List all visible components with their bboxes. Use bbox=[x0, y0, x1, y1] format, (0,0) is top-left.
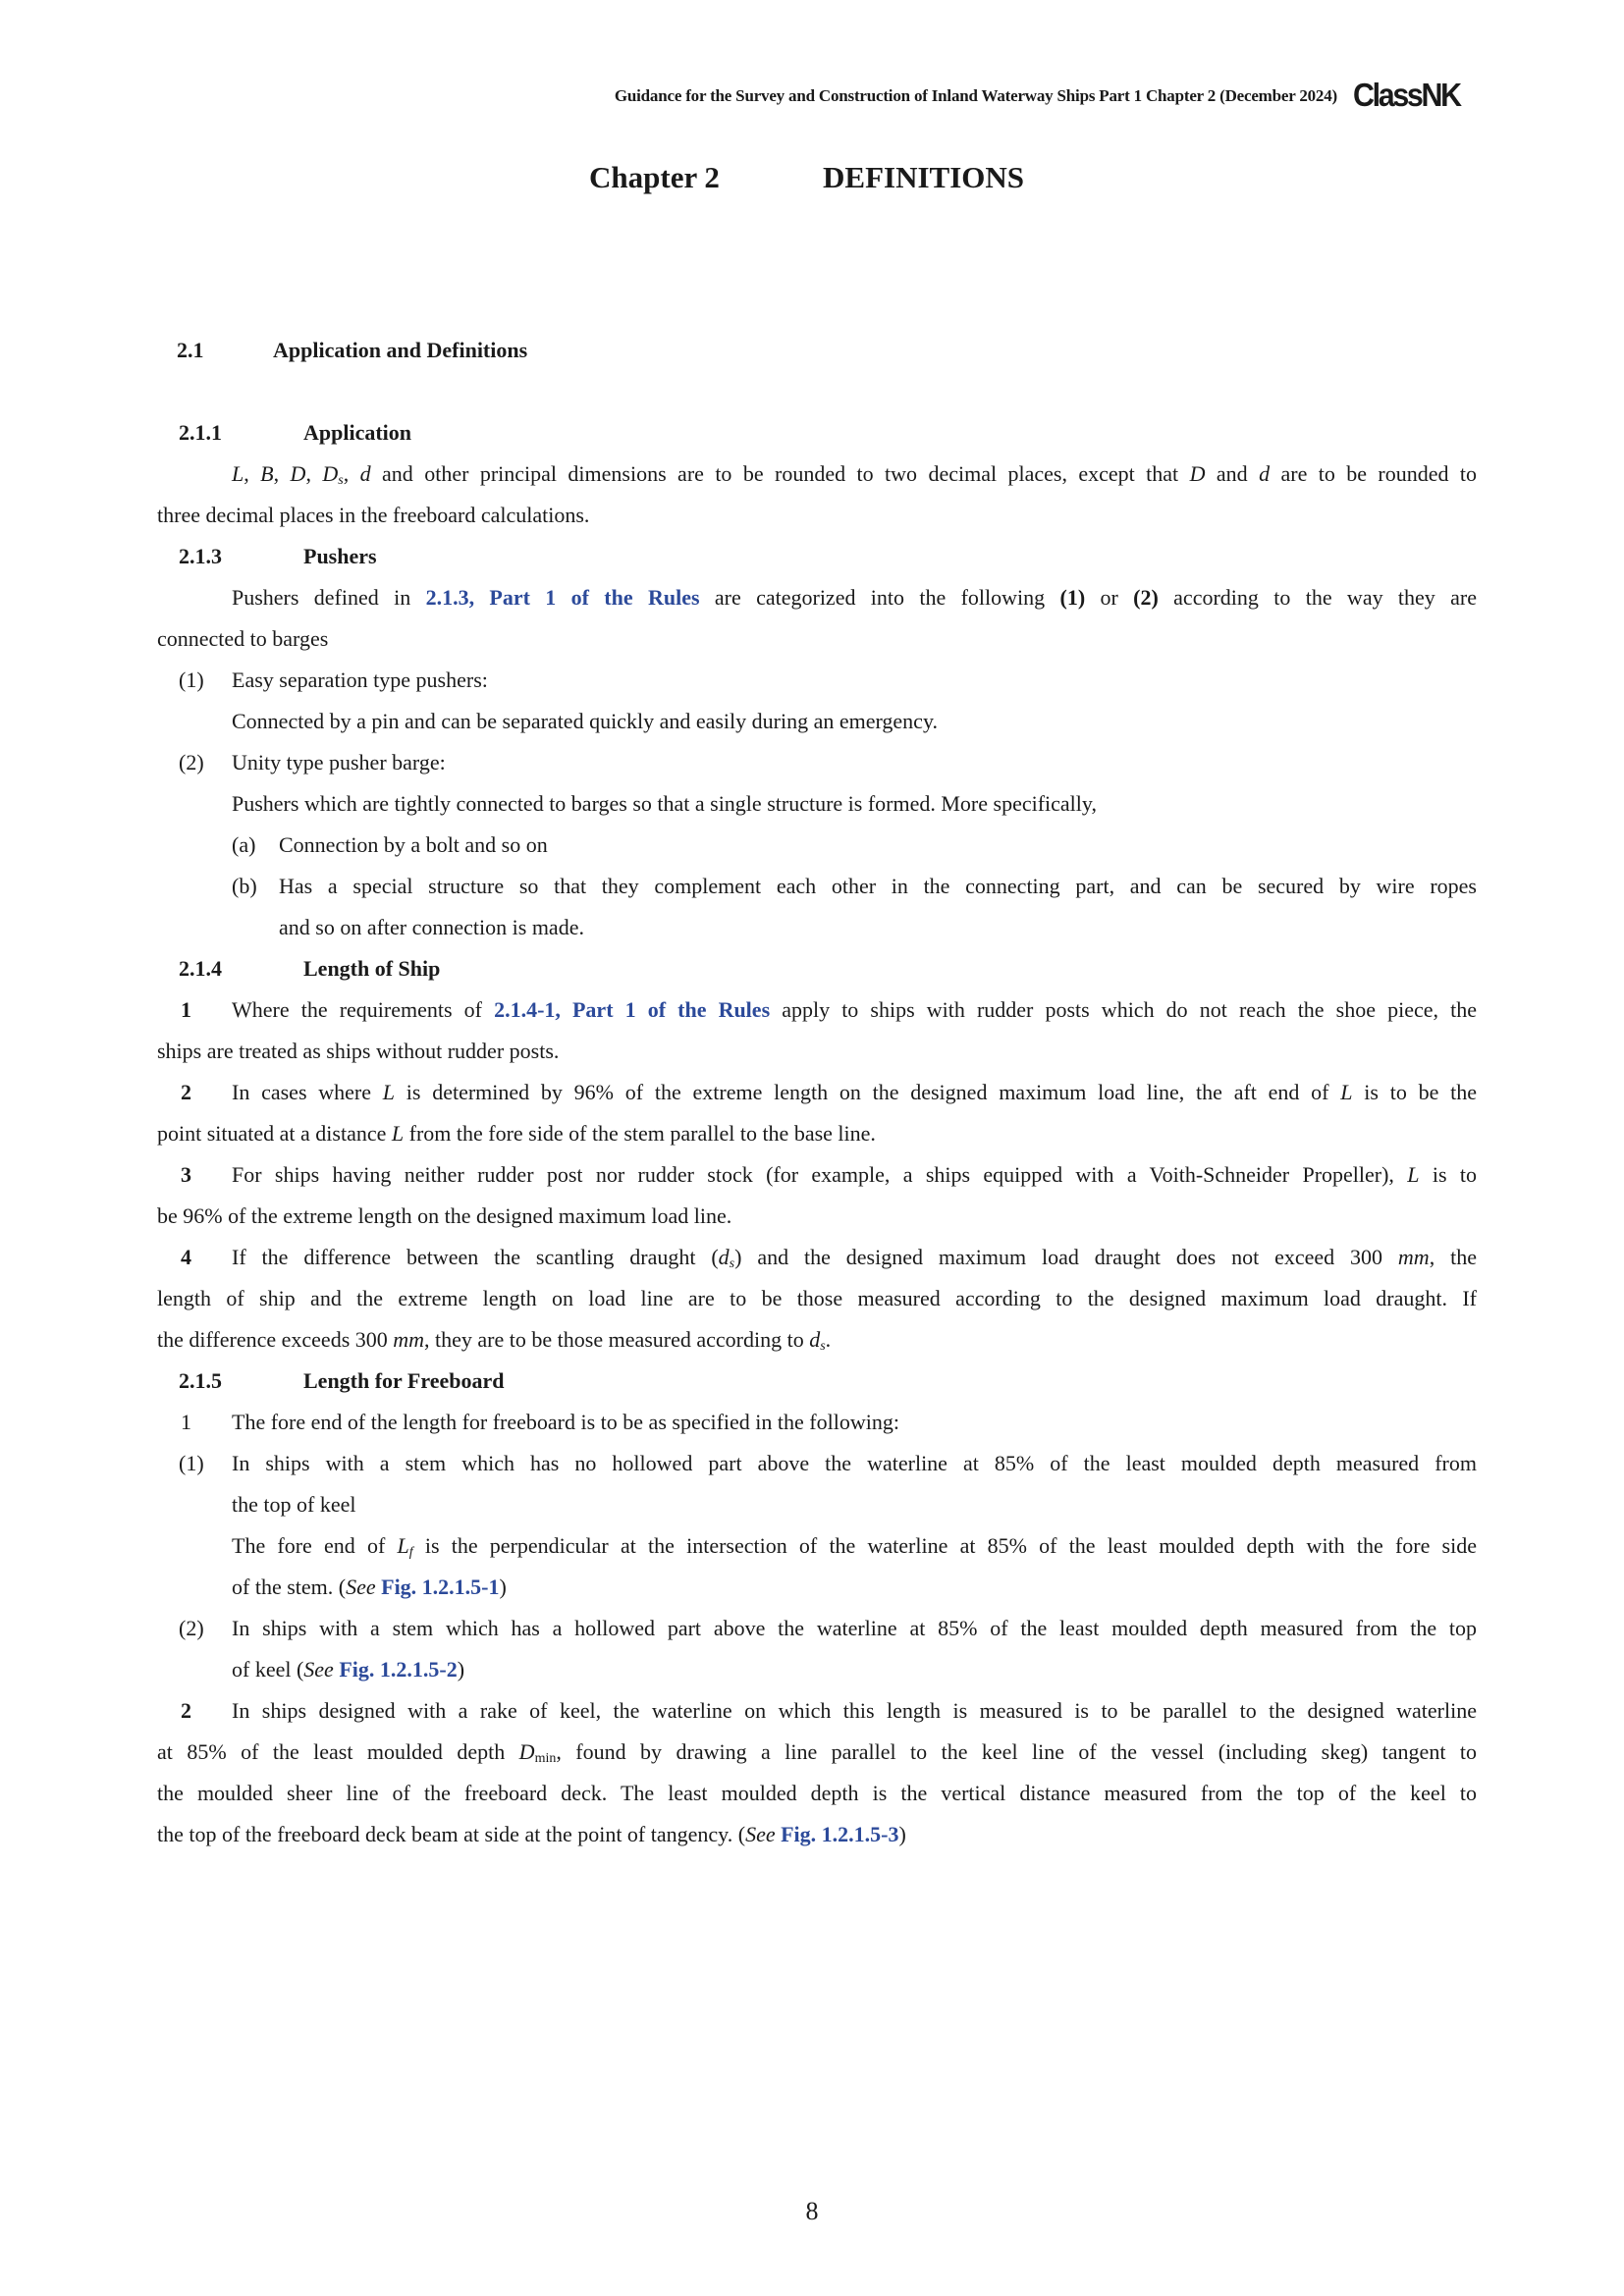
subsection-number: 2.1.1 bbox=[179, 420, 222, 445]
classnk-logo: ClassNK bbox=[1353, 77, 1460, 113]
subsection-title: Length of Ship bbox=[303, 956, 441, 981]
list-item-1: (1) Easy separation type pushers: bbox=[179, 667, 488, 692]
section-heading-2-1 bbox=[157, 330, 1477, 371]
paragraph-2-1-5-1: 1 The fore end of the length for freeboard is to be as specified in the following: bbox=[181, 1410, 899, 1434]
paragraph-2-1-4-3-line2: be 96% of the extreme length on the designed maximum load line. bbox=[157, 1203, 732, 1228]
freeboard-item-2: (2) In ships with a stem which has a hollowed part above the waterline at 85% of the least moulded depth measured from the top bbox=[179, 1616, 1477, 1640]
subsection-number: 2.1.5 bbox=[179, 1368, 222, 1393]
subsection-heading-2-1-5 bbox=[157, 1361, 1477, 1402]
paragraph-2-1-5-2-line2: at 85% of the least moulded depth $D_{min}$, found by drawing a line parallel to the keel line of the vessel (including skeg) tangent to bbox=[157, 1739, 1477, 1766]
paragraph-pushers-intro: Pushers defined in 2.1.3, Part 1 of the Rules are categorized into the following (1) or (2) according to the way they are bbox=[232, 585, 1478, 610]
paragraph-2-1-4-4-line2: length of ship and the extreme length on load line are to be those measured according to the designed maximum load draught. If bbox=[157, 1286, 1477, 1310]
paragraph-pushers-intro-line2: connected to barges bbox=[157, 626, 329, 651]
paragraph-2-1-5-2: 2 In ships designed with a rake of keel, the waterline on which this length is measured is to be parallel to the designed waterline bbox=[181, 1698, 1477, 1723]
section-title: Application and Definitions bbox=[273, 338, 528, 362]
figure-link-1-2-1-5-1[interactable]: Fig. 1.2.1.5-1 bbox=[381, 1575, 500, 1599]
sublist-item-a: (a) Connection by a bolt and so on bbox=[232, 832, 548, 857]
paragraph-2-1-4-2: 2 In cases where L is determined by 96% of the extreme length on the designed maximum load line, the aft end of L is to be the bbox=[181, 1080, 1477, 1104]
running-header bbox=[0, 77, 1624, 116]
paragraph-2-1-4-4: 4 If the difference between the scantling draught $(d_s)$ and the designed maximum load draught does not exceed 300 mm, the bbox=[181, 1245, 1477, 1271]
rules-link-2-1-3[interactable]: 2.1.3, Part 1 of the Rules bbox=[425, 585, 700, 610]
running-title: Guidance for the Survey and Construction of Inland Waterway Ships Part 1 Chapter 2 (December 2024) bbox=[614, 86, 1337, 105]
freeboard-item-1-desc: The fore end of $L_f$ is the perpendicular at the intersection of the waterline at 85% of the least moulded depth with the fore side bbox=[232, 1533, 1477, 1560]
paragraph-2-1-4-1-line2: ships are treated as ships without rudder posts. bbox=[157, 1039, 560, 1063]
paragraph-2-1-4-1: 1 Where the requirements of 2.1.4-1, Part 1 of the Rules apply to ships with rudder posts which do not reach the shoe piece, the bbox=[181, 997, 1477, 1022]
chapter-number: Chapter 2 bbox=[589, 160, 720, 194]
subsection-title: Pushers bbox=[303, 544, 377, 568]
list-item-1-desc: Connected by a pin and can be separated quickly and easily during an emergency. bbox=[232, 709, 939, 733]
freeboard-item-2-line2: of keel (See Fig. 1.2.1.5-2) bbox=[232, 1657, 465, 1682]
subsection-title: Length for Freeboard bbox=[303, 1368, 505, 1393]
subsection-heading-2-1-1 bbox=[157, 412, 1477, 454]
paragraph-2-1-4-4-line3: the difference exceeds 300 mm, they are to be those measured according to $d_s$. bbox=[157, 1327, 832, 1354]
subsection-heading-2-1-4 bbox=[157, 948, 1477, 989]
paragraph-2-1-5-2-line3: the moulded sheer line of the freeboard deck. The least moulded depth is the vertical distance measured from the top of the keel to bbox=[157, 1781, 1477, 1805]
paragraph-2-1-4-2-line2: point situated at a distance L from the fore side of the stem parallel to the base line. bbox=[157, 1121, 876, 1146]
section-number: 2.1 bbox=[177, 338, 204, 362]
document-body bbox=[157, 330, 1477, 1855]
chapter-name: DEFINITIONS bbox=[823, 160, 1024, 194]
paragraph-2-1-4-3: 3 For ships having neither rudder post nor rudder stock (for example, a ships equipped with a Voith-Schneider Propeller), L is to bbox=[181, 1162, 1477, 1187]
freeboard-item-1: (1) In ships with a stem which has no hollowed part above the waterline at 85% of the least moulded depth measured from bbox=[179, 1451, 1477, 1475]
subsection-heading-2-1-3 bbox=[157, 536, 1477, 577]
subsection-title: Application bbox=[303, 420, 412, 445]
sublist-item-b-line2: and so on after connection is made. bbox=[279, 915, 584, 939]
paragraph-application: L, B, D, $D_s$, d and other principal dimensions are to be rounded to two decimal places, except that D and d are to be rounded to bbox=[232, 461, 1478, 488]
list-item-2: (2) Unity type pusher barge: bbox=[179, 750, 446, 774]
subsection-number: 2.1.4 bbox=[179, 956, 222, 981]
freeboard-item-1-line2: the top of keel bbox=[232, 1492, 356, 1517]
figure-link-1-2-1-5-3[interactable]: Fig. 1.2.1.5-3 bbox=[781, 1822, 899, 1846]
sublist-item-b: (b) Has a special structure so that they complement each other in the connecting part, and can be secured by wire ropes bbox=[232, 874, 1477, 898]
figure-link-1-2-1-5-2[interactable]: Fig. 1.2.1.5-2 bbox=[339, 1657, 458, 1682]
paragraph-2-1-5-2-line4: the top of the freeboard deck beam at side at the point of tangency. (See Fig. 1.2.1.5-3) bbox=[157, 1822, 906, 1846]
freeboard-item-1-desc-line2: of the stem. (See Fig. 1.2.1.5-1) bbox=[232, 1575, 507, 1599]
subsection-number: 2.1.3 bbox=[179, 544, 222, 568]
page-number: 8 bbox=[805, 2197, 819, 2225]
list-item-2-desc: Pushers which are tightly connected to barges so that a single structure is formed. More specifically, bbox=[232, 791, 1097, 816]
paragraph-application-line2: three decimal places in the freeboard calculations. bbox=[157, 503, 590, 527]
rules-link-2-1-4-1[interactable]: 2.1.4-1, Part 1 of the Rules bbox=[494, 997, 771, 1022]
